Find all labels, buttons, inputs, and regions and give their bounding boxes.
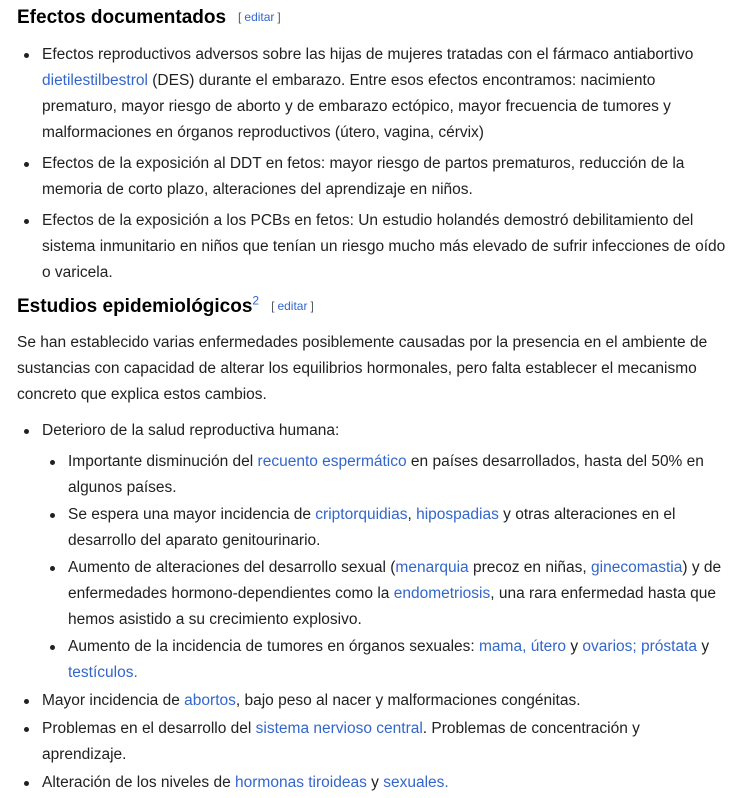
link-dietilestilbestrol[interactable]: dietilestilbestrol [42, 72, 148, 89]
link-ginecomastia[interactable]: ginecomastia [591, 559, 683, 576]
link-hipospadias[interactable]: hipospadias [416, 506, 499, 523]
link-prostata[interactable]: próstata [641, 638, 698, 655]
link-ovarios[interactable]: ovarios [582, 638, 633, 655]
link-testiculos[interactable]: testículos [68, 664, 134, 681]
list-item: Efectos reproductivos adversos sobre las hijas de mujeres tratadas con el fármaco antiabortivo dietilestilbestrol (DES) durante el embarazo. Entre esos efectos encontramos: nacimiento prematuro, mayor riesgo de aborto y de embarazo ectópico, mayor frecuencia de tumores y malformaciones en órganos reproductivos (útero, vagina, cérvix) [42, 42, 726, 146]
link-criptorquidias[interactable]: criptorquidias [315, 506, 408, 523]
link-utero[interactable]: útero [530, 638, 567, 655]
edit-section-link-wrapper: [ editar ] [238, 10, 281, 24]
sub-list-item: Se espera una mayor incidencia de criptorquidias, hipospadias y otras alteraciones en el desarrollo del aparato genitourinario. [68, 502, 726, 554]
link-hormonas-tiroideas[interactable]: hormonas tiroideas [235, 774, 367, 791]
link-menarquia[interactable]: menarquia [395, 559, 469, 576]
list-item: Mayor incidencia de abortos, bajo peso al nacer y malformaciones congénitas. [42, 688, 726, 714]
section-title: Efectos documentados [17, 7, 227, 28]
list-item: Efectos de la exposición al DDT en fetos: mayor riesgo de partos prematuros, reducción de la memoria de corto plazo, alteraciones del aprendizaje en niños. [42, 151, 726, 203]
edit-link[interactable]: editar [244, 10, 275, 24]
list-item: Problemas en el desarrollo del sistema nervioso central. Problemas de concentración y aprendizaje. [42, 716, 726, 768]
link-sistema-nervioso-central[interactable]: sistema nervioso central [255, 720, 423, 737]
link-mama[interactable]: mama [479, 638, 523, 655]
section-heading-estudios [17, 294, 726, 321]
section-heading-efectos [17, 5, 726, 32]
section-title: Estudios epidemiológicos [17, 296, 253, 317]
sub-list-item: Aumento de la incidencia de tumores en órganos sexuales: mama, útero y ovarios; próstata y testículos. [68, 634, 726, 686]
effects-list [42, 42, 726, 286]
edit-section-link-wrapper: [ editar ] [271, 299, 314, 313]
sub-list-item: Importante disminución del recuento espermático en países desarrollados, hasta del 50% en algunos países. [68, 449, 726, 501]
edit-link[interactable]: editar [277, 299, 308, 313]
sub-list [68, 449, 726, 686]
reference-link[interactable]: 2 [252, 293, 260, 308]
list-item: Efectos de la exposición a los PCBs en fetos: Un estudio holandés demostró debilitamiento del sistema inmunitario en niños que tenían un riesgo mucho más elevado de sufrir infecciones de oído o varicela. [42, 208, 726, 286]
intro-paragraph: Se han establecido varias enfermedades posiblemente causadas por la presencia en el ambiente de sustancias con capacidad de alterar los equilibrios hormonales, pero falta establecer el mecanismo concreto que explica estos cambios. [17, 334, 708, 403]
diseases-list [42, 418, 726, 796]
article-content [0, 5, 744, 796]
link-sexuales[interactable]: sexuales [383, 774, 445, 791]
list-item: Alteración de los niveles de hormonas tiroideas y sexuales. [42, 770, 726, 796]
list-item: Deterioro de la salud reproductiva humana: Importante disminución del recuento espermático en países desarrollados, hasta del 50% en algunos países. Se espera una mayor incidencia de criptorquidias, hipospadias y otras alteraciones en el desarrollo del aparato genitourinario. Aumento de alteraciones del desarrollo sexual (menarquia precoz en niñas, ginecomastia) y de enfermedades hormono-dependientes como la endometriosis, una rara enfermedad hasta que hemos asistido a su crecimiento explosivo. Aumento de la incidencia de tumores en órganos sexuales: mama, útero y ovarios; próstata y testículos. [42, 418, 726, 686]
sub-list-item: Aumento de alteraciones del desarrollo sexual (menarquia precoz en niñas, ginecomastia) y de enfermedades hormono-dependientes como la endometriosis, una rara enfermedad hasta que hemos asistido a su crecimiento explosivo. [68, 555, 726, 633]
link-endometriosis[interactable]: endometriosis [393, 585, 491, 602]
link-recuento-espermatico[interactable]: recuento espermático [257, 453, 407, 470]
link-abortos[interactable]: abortos [184, 692, 236, 709]
